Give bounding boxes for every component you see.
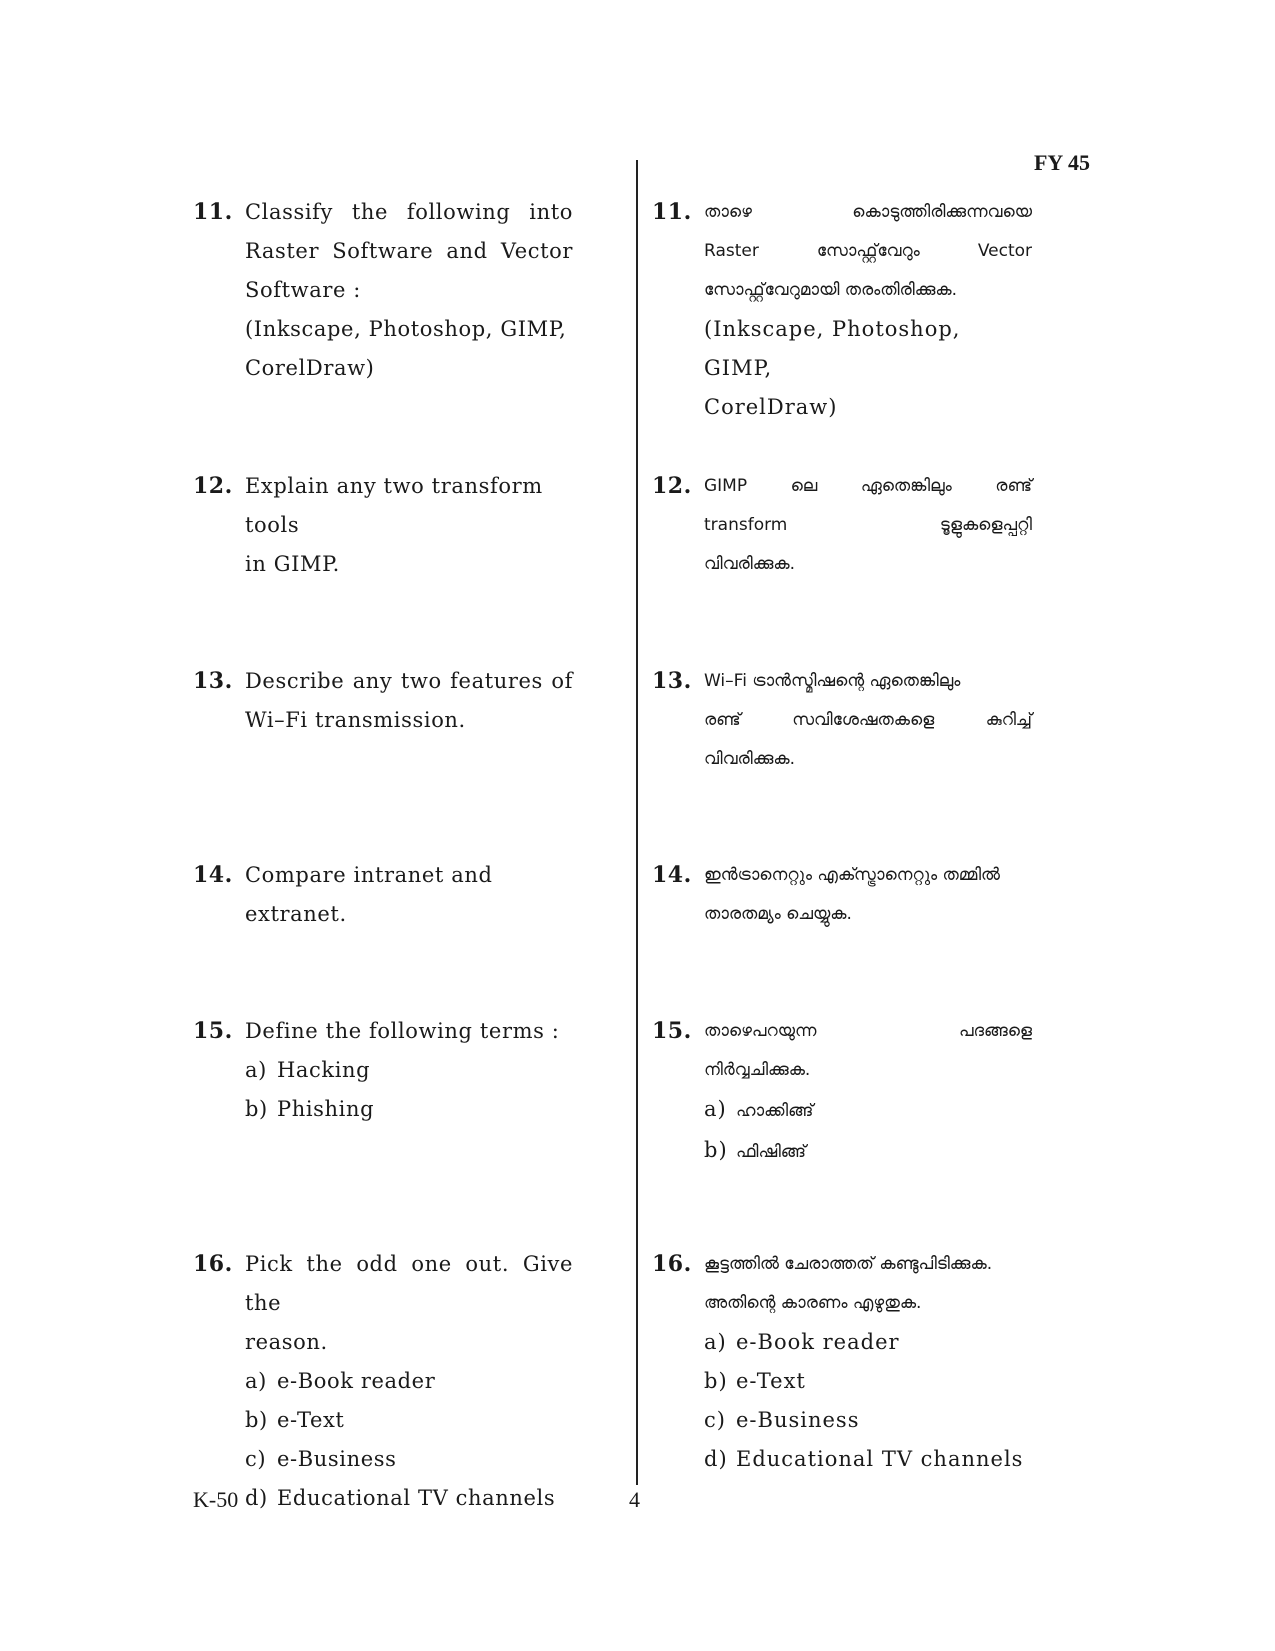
option-c bbox=[704, 1401, 1032, 1440]
option-d bbox=[704, 1440, 1032, 1479]
option-label: b) bbox=[704, 1369, 728, 1393]
question-line: Wi–Fi ട്രാൻസ്മിഷന്റെ ഏതെങ്കിലും bbox=[704, 671, 961, 691]
question-number: 12. bbox=[652, 473, 692, 499]
option-text: e-Book reader bbox=[277, 1369, 436, 1393]
question-number: 15. bbox=[652, 1018, 692, 1044]
question-line: വിവരിക്കുക. bbox=[704, 749, 796, 769]
option-a bbox=[704, 1323, 1032, 1362]
option-label: b) bbox=[704, 1138, 728, 1162]
question-15-english bbox=[193, 1012, 573, 1129]
booklet-code: K-50 bbox=[193, 1487, 239, 1512]
question-16-malayalam bbox=[652, 1245, 1032, 1479]
question-line: Classify the following into bbox=[245, 200, 573, 224]
option-a bbox=[245, 1362, 573, 1401]
option-label: a) bbox=[704, 1097, 727, 1121]
option-label: a) bbox=[704, 1330, 727, 1354]
question-line: വിവരിക്കുക. bbox=[704, 554, 796, 574]
option-label: c) bbox=[245, 1447, 267, 1471]
question-line: Raster സോഫ്റ്റ്‌വേറും Vector bbox=[704, 241, 1032, 261]
question-line: രണ്ട് സവിശേഷതകളെ കുറിച്ച് bbox=[704, 710, 1032, 730]
question-line: കൂട്ടത്തിൽ ചേരാത്തത് കണ്ടുപിടിക്കുക. bbox=[704, 1254, 993, 1274]
question-line: Describe any two features of bbox=[245, 669, 573, 693]
option-b bbox=[245, 1401, 573, 1440]
question-number: 12. bbox=[193, 473, 233, 499]
option-text: e-Business bbox=[736, 1408, 860, 1432]
option-b bbox=[704, 1362, 1032, 1401]
option-d bbox=[245, 1479, 573, 1518]
option-label: d) bbox=[704, 1447, 728, 1471]
question-line: CorelDraw) bbox=[704, 395, 838, 419]
question-number: 11. bbox=[193, 199, 233, 225]
question-12-malayalam bbox=[652, 467, 1032, 584]
question-line: സോഫ്റ്റ്‌വേറുമായി തരംതിരിക്കുക. bbox=[704, 280, 958, 300]
question-line: താഴെ കൊടുത്തിരിക്കുന്നവയെ bbox=[704, 202, 1032, 222]
question-number: 13. bbox=[652, 668, 692, 694]
question-13-malayalam bbox=[652, 662, 1032, 779]
option-text: Educational TV channels bbox=[736, 1447, 1024, 1471]
option-label: d) bbox=[245, 1486, 268, 1510]
question-number: 11. bbox=[652, 199, 692, 225]
question-number: 13. bbox=[193, 668, 233, 694]
option-a bbox=[704, 1090, 1032, 1131]
question-line: താരതമ്യം ചെയ്യുക. bbox=[704, 904, 852, 924]
option-text: e-Text bbox=[736, 1369, 806, 1393]
question-16-english bbox=[193, 1245, 573, 1518]
option-label: c) bbox=[704, 1408, 726, 1432]
option-text: Hacking bbox=[277, 1058, 371, 1082]
option-c bbox=[245, 1440, 573, 1479]
question-15-malayalam bbox=[652, 1012, 1032, 1172]
question-line: Software : bbox=[245, 278, 361, 302]
question-line: നിർവ്വചിക്കുക. bbox=[704, 1060, 811, 1080]
question-line: in GIMP. bbox=[245, 552, 340, 576]
option-label: a) bbox=[245, 1369, 267, 1393]
option-text: ഫിഷിങ്ങ് bbox=[736, 1142, 807, 1162]
option-label: b) bbox=[245, 1097, 268, 1121]
option-label: a) bbox=[245, 1058, 267, 1082]
question-line: Compare intranet and extranet. bbox=[245, 863, 493, 926]
question-line: (Inkscape, Photoshop, GIMP, bbox=[704, 317, 961, 380]
question-number: 14. bbox=[652, 862, 692, 888]
question-number: 15. bbox=[193, 1018, 233, 1044]
question-12-english bbox=[193, 467, 573, 584]
question-line: ഇൻട്രാനെറ്റും എക്സ്ട്രാനെറ്റും തമ്മിൽ bbox=[704, 865, 1000, 885]
option-label: b) bbox=[245, 1408, 268, 1432]
paper-code: FY 45 bbox=[1033, 150, 1090, 175]
option-text: Phishing bbox=[277, 1097, 375, 1121]
question-14-english bbox=[193, 856, 573, 934]
option-text: e-Business bbox=[277, 1447, 397, 1471]
option-text: ഹാക്കിങ്ങ് bbox=[736, 1101, 814, 1121]
question-line: Wi–Fi transmission. bbox=[245, 708, 466, 732]
option-text: e-Book reader bbox=[736, 1330, 900, 1354]
question-line: reason. bbox=[245, 1330, 328, 1354]
question-number: 14. bbox=[193, 862, 233, 888]
question-line: GIMP ലെ ഏതെങ്കിലും രണ്ട് bbox=[704, 476, 1032, 496]
question-number: 16. bbox=[193, 1251, 233, 1277]
option-a bbox=[245, 1051, 573, 1090]
question-line: transform ടൂളുകളെപ്പറ്റി bbox=[704, 515, 1032, 535]
page-number: 4 bbox=[629, 1487, 640, 1512]
question-13-english bbox=[193, 662, 573, 740]
option-text: Educational TV channels bbox=[277, 1486, 556, 1510]
option-text: e-Text bbox=[277, 1408, 345, 1432]
question-line: Raster Software and Vector bbox=[245, 239, 573, 263]
option-b bbox=[245, 1090, 573, 1129]
question-line: Pick the odd one out. Give the bbox=[245, 1252, 573, 1315]
option-b bbox=[704, 1131, 1032, 1172]
question-number: 16. bbox=[652, 1251, 692, 1277]
question-line: CorelDraw) bbox=[245, 356, 375, 380]
question-line: താഴെപറയുന്ന പദങ്ങളെ bbox=[704, 1021, 1032, 1041]
question-11-english bbox=[193, 193, 573, 388]
question-line: Explain any two transform tools bbox=[245, 474, 543, 537]
question-line: Define the following terms : bbox=[245, 1019, 560, 1043]
question-11-malayalam bbox=[652, 193, 1032, 427]
question-line: (Inkscape, Photoshop, GIMP, bbox=[245, 317, 567, 341]
question-14-malayalam bbox=[652, 856, 1032, 934]
question-line: അതിന്റെ കാരണം എഴുതുക. bbox=[704, 1293, 922, 1313]
column-divider bbox=[636, 160, 638, 1485]
